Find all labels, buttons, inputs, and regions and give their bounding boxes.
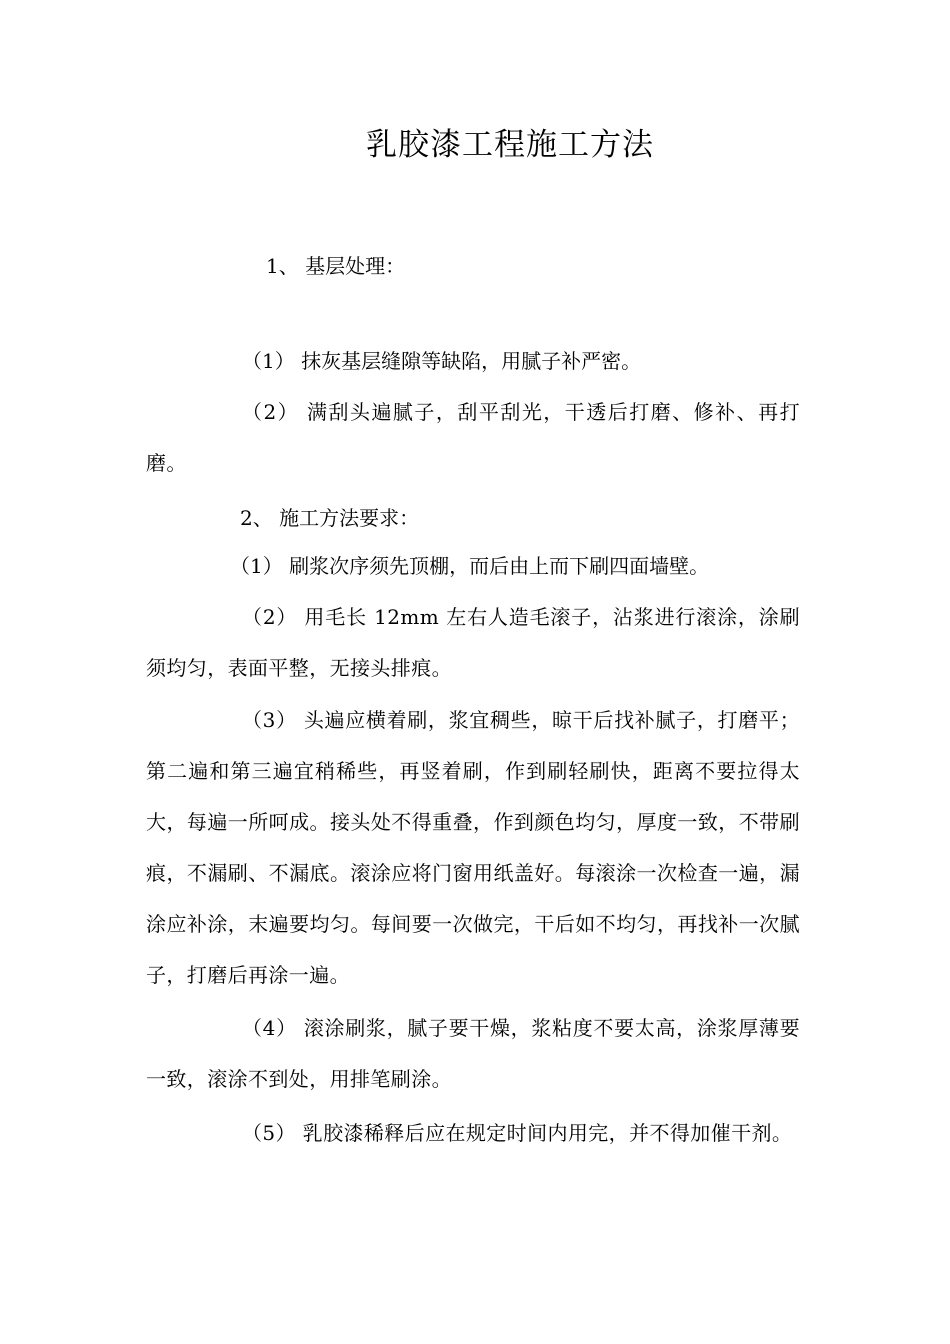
paragraph-method-item-5: （5） 乳胶漆稀释后应在规定时间内用完，并不得加催干剂。 — [242, 1121, 793, 1145]
paragraph-base-item-2: （2） 满刮头遍腻子，刮平刮光，干透后打磨、修补、再打磨。 — [146, 400, 800, 475]
document-title: 乳胶漆工程施工方法 — [366, 127, 654, 163]
paragraph-method-item-3: （3） 头遍应横着刷，浆宜稠些，晾干后找补腻子，打磨平；第二遍和第三遍宜稍稀些，再竖着刷，作到刷轻刷快，距离不要拉得太大，每遍一所呵成。接头处不得重叠，作到颜色均匀，厚度一致，不带刷痕，不漏刷、不漏底。滚涂应将门窗用纸盖好。每滚涂一次检查一遍，漏涂应补涂，末遍要均匀。每间要一次做完，干后如不均匀，再找补一次腻子，打磨后再涂一遍。 — [146, 708, 800, 987]
section-heading-base-treatment: 1、 基层处理： — [266, 254, 406, 278]
paragraph-method-item-4: （4） 滚涂刷浆，腻子要干燥，浆粘度不要太高，涂浆厚薄要一致，滚涂不到处，用排笔刷涂。 — [146, 1016, 800, 1091]
paragraph-base-item-1: （1） 抹灰基层缝隙等缺陷，用腻子补严密。 — [242, 349, 642, 373]
section-heading-construction-method: 2、 施工方法要求： — [240, 506, 420, 530]
paragraph-method-item-1: （1） 刷浆次序须先顶棚，而后由上而下刷四面墙壁。 — [230, 554, 710, 578]
paragraph-method-item-2: （2） 用毛长 12mm 左右人造毛滚子，沾浆进行滚涂，涂刷须均匀，表面平整，无接头排痕。 — [146, 605, 800, 680]
